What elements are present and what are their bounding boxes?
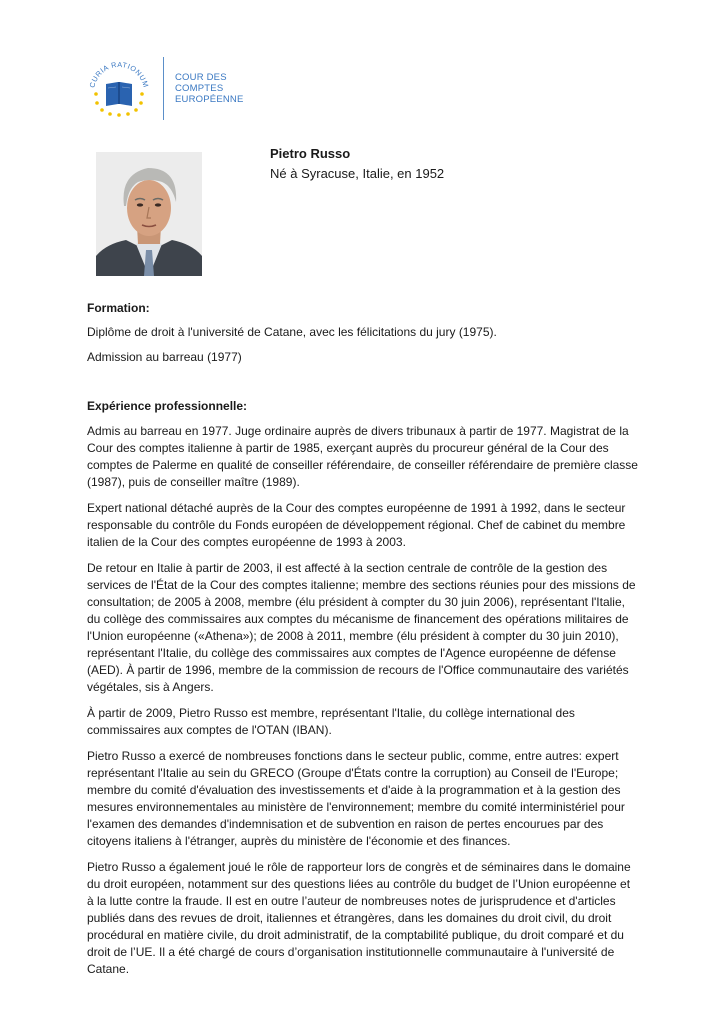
logo-arc-text: CURIA RATIONUM (87, 59, 151, 89)
biography (87, 300, 639, 978)
experience-paragraph-3: De retour en Italie à partir de 2003, il est affecté à la section centrale de contrôle de la gestion des services de l'État de la Cour des comptes italienne; membre des sections réunies pour des missions de consultation; de 2005 à 2008, membre (élu président à compter du 30 juin 2006), représentant l'Italie, du collège des commissaires aux comptes du mécanisme de financement des opérations militaires de l'Union européenne («Athena»); de 2008 à 2011, membre (élu président à compter du 30 juin 2010), représentant l'Italie, du collège des commissaires aux comptes de l'Agence européenne de défense (AED). À partir de 1996, membre de la commission de recours de l'Office communautaire des variétés végétales, sis à Angers. (87, 561, 636, 694)
experience-paragraph-5: Pietro Russo a exercé de nombreuses fonctions dans le secteur public, comme, entre autres: expert représentant l'Italie au sein du GRECO (Groupe d'États contre la corruption) au Conseil de l'Europe; membre du comité d'évaluation des investissements et d'aide à la programmation et à la gestion des mesures environnementales au ministère de l'environnement; membre du comité interministériel pour l'examen des demandes d'indemnisation et de subvention en raison de pertes encourues par des citoyens italiens à l'étranger, auprès du ministère de l'économie et des finances. (87, 749, 625, 848)
book-icon (106, 82, 132, 106)
org-name-line-1: COUR DES (175, 72, 227, 83)
formation-heading: Formation: (87, 301, 150, 315)
formation-item-2: Admission au barreau (1977) (87, 350, 242, 364)
experience-paragraph-2: Expert national détaché auprès de la Cour des comptes européenne de 1991 à 1992, dans le secteur responsable du contrôle du Fonds européen de développement régional. Chef de cabinet du membre italien de la Cour des comptes européenne de 1993 à 2003. (87, 501, 626, 549)
experience-paragraph-6: Pietro Russo a également joué le rôle de rapporteur lors de congrès et de séminaires dans le domaine du droit européen, notamment sur des questions liées au contrôle du budget de l’Union européenne et à la lutte contre la fraude. Il est en outre l’auteur de nombreuses notes de jurisprudence et d'articles publiés dans des revues de droit, italiennes et étrangères, dans les domaines du droit civil, du droit procédural en matière civile, du droit administratif, de la comptabilité publique, du droit comparé et du droit de l’UE. Il a été chargé de cours d’organisation institutionnelle communautaire à l'université de Catane. (87, 860, 631, 976)
experience-heading: Expérience professionnelle: (87, 399, 248, 413)
organization-name (175, 72, 244, 105)
person-name: Pietro Russo (270, 146, 351, 161)
court-logo (84, 52, 154, 122)
formation-item-1: Diplôme de droit à l'université de Catane, avec les félicitations du jury (1975). (87, 325, 497, 339)
logo-divider (163, 57, 164, 120)
experience-paragraph-4: À partir de 2009, Pietro Russo est membre, représentant l'Italie, du collège international des commissaires aux comptes de l'OTAN (IBAN). (87, 706, 575, 737)
portrait-photo (96, 152, 202, 276)
org-name-line-3: EUROPÉENNE (175, 94, 244, 105)
org-name-line-2: COMPTES (175, 83, 224, 94)
experience-paragraph-1: Admis au barreau en 1977. Juge ordinaire auprès de divers tribunaux à partir de 1977. Magistrat de la Cour des comptes italienne à partir de 1985, exerçant auprès du procureur général de la Cour des comptes de Palerme en qualité de conseiller référendaire, de conseiller référendaire de première classe (1987), puis de conseiller maître (1989). (87, 424, 638, 489)
birth-info: Né à Syracuse, Italie, en 1952 (270, 166, 445, 181)
